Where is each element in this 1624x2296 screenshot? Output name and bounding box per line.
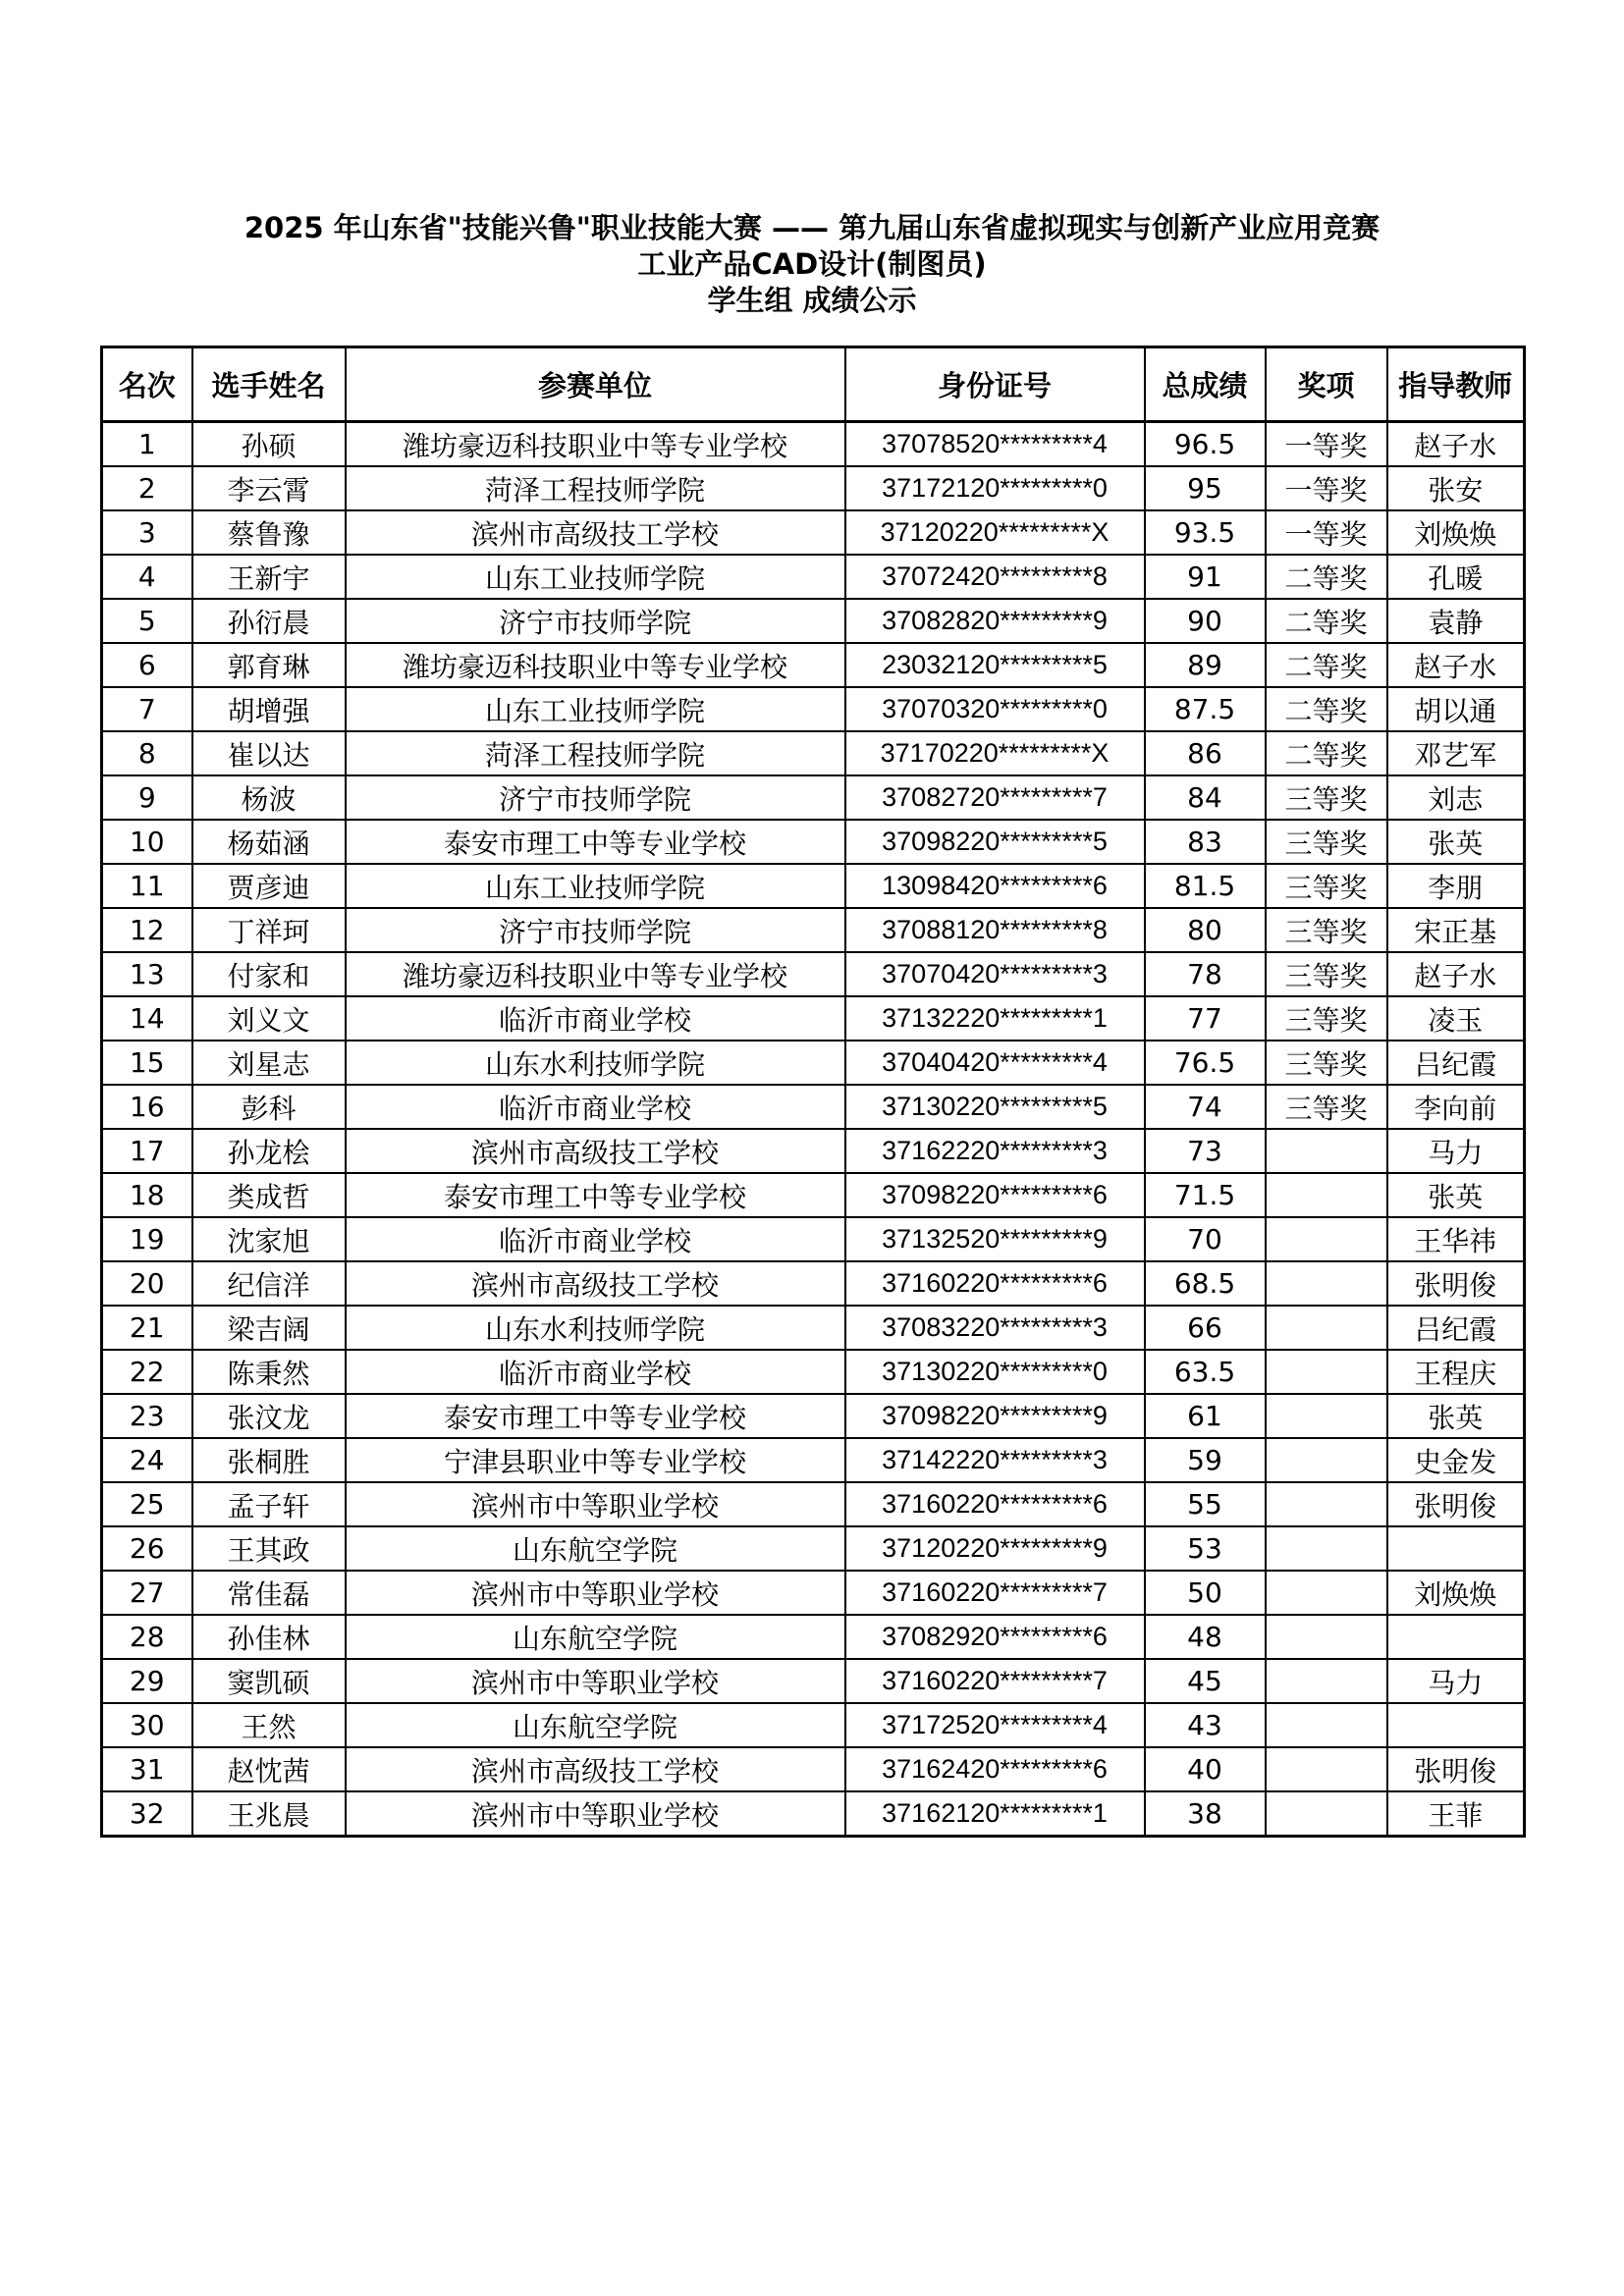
table-row xyxy=(102,1791,1525,1837)
cell-unit: 潍坊豪迈科技职业中等专业学校 xyxy=(346,422,845,467)
cell-rank: 21 xyxy=(102,1306,192,1350)
cell-score: 77 xyxy=(1145,996,1266,1041)
cell-award xyxy=(1266,1526,1387,1571)
header-row xyxy=(102,347,1525,422)
table-row xyxy=(102,422,1525,467)
cell-rank: 1 xyxy=(102,422,192,467)
cell-teacher: 马力 xyxy=(1387,1129,1525,1173)
cell-name: 贾彦迪 xyxy=(192,864,346,908)
cell-rank: 22 xyxy=(102,1350,192,1394)
cell-id: 37170220*********X xyxy=(845,731,1145,775)
cell-name: 孙衍晨 xyxy=(192,599,346,643)
cell-score: 95 xyxy=(1145,466,1266,510)
cell-teacher: 赵子水 xyxy=(1387,422,1525,467)
table-row xyxy=(102,687,1525,731)
cell-id: 37098220*********5 xyxy=(845,820,1145,864)
header-award: 奖项 xyxy=(1266,347,1387,422)
cell-name: 孟子轩 xyxy=(192,1482,346,1526)
cell-name: 王新宇 xyxy=(192,555,346,599)
cell-name: 王兆晨 xyxy=(192,1791,346,1837)
cell-score: 63.5 xyxy=(1145,1350,1266,1394)
cell-rank: 18 xyxy=(102,1173,192,1217)
cell-id: 23032120*********5 xyxy=(845,643,1145,687)
header-unit: 参赛单位 xyxy=(346,347,845,422)
cell-unit: 滨州市高级技工学校 xyxy=(346,1747,845,1791)
cell-name: 孙龙桧 xyxy=(192,1129,346,1173)
cell-unit: 济宁市技师学院 xyxy=(346,599,845,643)
cell-teacher: 张英 xyxy=(1387,820,1525,864)
cell-teacher: 赵子水 xyxy=(1387,952,1525,996)
table-row xyxy=(102,466,1525,510)
cell-id: 37162420*********6 xyxy=(845,1747,1145,1791)
cell-score: 55 xyxy=(1145,1482,1266,1526)
header-rank: 名次 xyxy=(102,347,192,422)
cell-award xyxy=(1266,1615,1387,1659)
cell-unit: 泰安市理工中等专业学校 xyxy=(346,1173,845,1217)
table-row xyxy=(102,1129,1525,1173)
cell-teacher: 王华祎 xyxy=(1387,1217,1525,1261)
cell-name: 杨波 xyxy=(192,775,346,820)
cell-rank: 30 xyxy=(102,1703,192,1747)
cell-name: 梁吉阔 xyxy=(192,1306,346,1350)
cell-rank: 27 xyxy=(102,1571,192,1615)
table-row xyxy=(102,1350,1525,1394)
cell-award xyxy=(1266,1438,1387,1482)
table-row xyxy=(102,599,1525,643)
cell-score: 93.5 xyxy=(1145,510,1266,555)
cell-rank: 12 xyxy=(102,908,192,952)
cell-unit: 山东航空学院 xyxy=(346,1703,845,1747)
table-row xyxy=(102,864,1525,908)
cell-name: 杨茹涵 xyxy=(192,820,346,864)
table-row xyxy=(102,1571,1525,1615)
cell-unit: 临沂市商业学校 xyxy=(346,1085,845,1129)
cell-name: 张桐胜 xyxy=(192,1438,346,1482)
cell-rank: 23 xyxy=(102,1394,192,1438)
table-row xyxy=(102,1526,1525,1571)
cell-teacher xyxy=(1387,1703,1525,1747)
cell-unit: 山东航空学院 xyxy=(346,1526,845,1571)
cell-score: 59 xyxy=(1145,1438,1266,1482)
table-row xyxy=(102,1394,1525,1438)
cell-rank: 2 xyxy=(102,466,192,510)
cell-id: 37160220*********7 xyxy=(845,1571,1145,1615)
cell-id: 37162120*********1 xyxy=(845,1791,1145,1837)
cell-rank: 16 xyxy=(102,1085,192,1129)
header-teacher: 指导教师 xyxy=(1387,347,1525,422)
cell-id: 37070420*********3 xyxy=(845,952,1145,996)
cell-unit: 滨州市中等职业学校 xyxy=(346,1571,845,1615)
cell-unit: 滨州市高级技工学校 xyxy=(346,510,845,555)
cell-score: 87.5 xyxy=(1145,687,1266,731)
results-table xyxy=(100,346,1526,1838)
cell-score: 43 xyxy=(1145,1703,1266,1747)
cell-rank: 9 xyxy=(102,775,192,820)
cell-award: 一等奖 xyxy=(1266,466,1387,510)
cell-id: 37098220*********6 xyxy=(845,1173,1145,1217)
cell-award: 二等奖 xyxy=(1266,687,1387,731)
cell-id: 37098220*********9 xyxy=(845,1394,1145,1438)
cell-award xyxy=(1266,1394,1387,1438)
cell-name: 孙硕 xyxy=(192,422,346,467)
cell-name: 孙佳林 xyxy=(192,1615,346,1659)
cell-id: 37160220*********7 xyxy=(845,1659,1145,1703)
cell-unit: 潍坊豪迈科技职业中等专业学校 xyxy=(346,643,845,687)
cell-teacher: 张安 xyxy=(1387,466,1525,510)
cell-award: 二等奖 xyxy=(1266,555,1387,599)
cell-award: 二等奖 xyxy=(1266,599,1387,643)
table-row xyxy=(102,952,1525,996)
cell-award: 三等奖 xyxy=(1266,1041,1387,1085)
cell-award: 三等奖 xyxy=(1266,908,1387,952)
document-title xyxy=(0,210,1624,319)
cell-score: 81.5 xyxy=(1145,864,1266,908)
cell-award xyxy=(1266,1217,1387,1261)
cell-award xyxy=(1266,1659,1387,1703)
cell-unit: 山东工业技师学院 xyxy=(346,687,845,731)
cell-teacher: 王程庆 xyxy=(1387,1350,1525,1394)
cell-unit: 泰安市理工中等专业学校 xyxy=(346,820,845,864)
table-row xyxy=(102,1085,1525,1129)
table-row xyxy=(102,1482,1525,1526)
cell-score: 53 xyxy=(1145,1526,1266,1571)
cell-id: 37132220*********1 xyxy=(845,996,1145,1041)
cell-id: 37172120*********0 xyxy=(845,466,1145,510)
table-row xyxy=(102,731,1525,775)
cell-rank: 5 xyxy=(102,599,192,643)
cell-unit: 菏泽工程技师学院 xyxy=(346,466,845,510)
cell-rank: 6 xyxy=(102,643,192,687)
cell-rank: 28 xyxy=(102,1615,192,1659)
cell-id: 37088120*********8 xyxy=(845,908,1145,952)
table-row xyxy=(102,1173,1525,1217)
table-row xyxy=(102,775,1525,820)
table-row xyxy=(102,1703,1525,1747)
cell-teacher: 张明俊 xyxy=(1387,1261,1525,1306)
header-name: 选手姓名 xyxy=(192,347,346,422)
cell-id: 37162220*********3 xyxy=(845,1129,1145,1173)
cell-teacher: 张英 xyxy=(1387,1394,1525,1438)
cell-score: 96.5 xyxy=(1145,422,1266,467)
cell-rank: 26 xyxy=(102,1526,192,1571)
title-line-group: 学生组 成绩公示 xyxy=(707,284,917,317)
cell-score: 48 xyxy=(1145,1615,1266,1659)
cell-id: 13098420*********6 xyxy=(845,864,1145,908)
cell-id: 37078520*********4 xyxy=(845,422,1145,467)
cell-name: 丁祥珂 xyxy=(192,908,346,952)
cell-teacher: 凌玉 xyxy=(1387,996,1525,1041)
table-row xyxy=(102,1217,1525,1261)
cell-score: 78 xyxy=(1145,952,1266,996)
cell-name: 纪信洋 xyxy=(192,1261,346,1306)
cell-teacher: 刘志 xyxy=(1387,775,1525,820)
cell-name: 崔以达 xyxy=(192,731,346,775)
cell-award xyxy=(1266,1482,1387,1526)
cell-unit: 滨州市中等职业学校 xyxy=(346,1659,845,1703)
cell-score: 74 xyxy=(1145,1085,1266,1129)
cell-unit: 滨州市中等职业学校 xyxy=(346,1482,845,1526)
cell-award: 二等奖 xyxy=(1266,731,1387,775)
cell-award: 三等奖 xyxy=(1266,864,1387,908)
cell-unit: 临沂市商业学校 xyxy=(346,1350,845,1394)
cell-name: 郭育琳 xyxy=(192,643,346,687)
title-line-event: 工业产品CAD设计(制图员) xyxy=(637,247,987,281)
cell-teacher: 李向前 xyxy=(1387,1085,1525,1129)
cell-score: 38 xyxy=(1145,1791,1266,1837)
cell-name: 彭科 xyxy=(192,1085,346,1129)
table-row xyxy=(102,820,1525,864)
cell-score: 66 xyxy=(1145,1306,1266,1350)
cell-id: 37082720*********7 xyxy=(845,775,1145,820)
cell-award xyxy=(1266,1350,1387,1394)
cell-rank: 11 xyxy=(102,864,192,908)
cell-unit: 宁津县职业中等专业学校 xyxy=(346,1438,845,1482)
cell-unit: 山东水利技师学院 xyxy=(346,1041,845,1085)
cell-rank: 10 xyxy=(102,820,192,864)
table-row xyxy=(102,1659,1525,1703)
cell-rank: 8 xyxy=(102,731,192,775)
cell-unit: 济宁市技师学院 xyxy=(346,775,845,820)
cell-award: 三等奖 xyxy=(1266,1085,1387,1129)
header-score: 总成绩 xyxy=(1145,347,1266,422)
cell-id: 37160220*********6 xyxy=(845,1482,1145,1526)
cell-id: 37040420*********4 xyxy=(845,1041,1145,1085)
header-id: 身份证号 xyxy=(845,347,1145,422)
table-row xyxy=(102,555,1525,599)
cell-teacher: 王菲 xyxy=(1387,1791,1525,1837)
cell-award: 一等奖 xyxy=(1266,510,1387,555)
table-row xyxy=(102,908,1525,952)
cell-award xyxy=(1266,1306,1387,1350)
cell-id: 37083220*********3 xyxy=(845,1306,1145,1350)
cell-award: 一等奖 xyxy=(1266,422,1387,467)
cell-score: 84 xyxy=(1145,775,1266,820)
cell-id: 37120220*********9 xyxy=(845,1526,1145,1571)
cell-score: 91 xyxy=(1145,555,1266,599)
cell-teacher: 张明俊 xyxy=(1387,1482,1525,1526)
cell-unit: 泰安市理工中等专业学校 xyxy=(346,1394,845,1438)
cell-rank: 19 xyxy=(102,1217,192,1261)
cell-unit: 滨州市高级技工学校 xyxy=(346,1129,845,1173)
cell-score: 86 xyxy=(1145,731,1266,775)
cell-rank: 25 xyxy=(102,1482,192,1526)
cell-name: 李云霄 xyxy=(192,466,346,510)
cell-id: 37072420*********8 xyxy=(845,555,1145,599)
cell-award: 三等奖 xyxy=(1266,952,1387,996)
cell-teacher: 张英 xyxy=(1387,1173,1525,1217)
cell-name: 窦凯硕 xyxy=(192,1659,346,1703)
cell-rank: 29 xyxy=(102,1659,192,1703)
title-line-competition: 2025 年山东省"技能兴鲁"职业技能大赛 —— 第九届山东省虚拟现实与创新产业应用竞赛 xyxy=(244,211,1380,244)
cell-teacher: 张明俊 xyxy=(1387,1747,1525,1791)
cell-teacher: 吕纪霞 xyxy=(1387,1306,1525,1350)
cell-score: 71.5 xyxy=(1145,1173,1266,1217)
table-row xyxy=(102,1306,1525,1350)
cell-unit: 潍坊豪迈科技职业中等专业学校 xyxy=(346,952,845,996)
table-row xyxy=(102,1261,1525,1306)
cell-rank: 31 xyxy=(102,1747,192,1791)
cell-unit: 山东航空学院 xyxy=(346,1615,845,1659)
cell-award: 三等奖 xyxy=(1266,820,1387,864)
cell-id: 37070320*********0 xyxy=(845,687,1145,731)
cell-name: 刘义文 xyxy=(192,996,346,1041)
cell-rank: 24 xyxy=(102,1438,192,1482)
cell-rank: 14 xyxy=(102,996,192,1041)
cell-unit: 济宁市技师学院 xyxy=(346,908,845,952)
cell-score: 80 xyxy=(1145,908,1266,952)
cell-teacher xyxy=(1387,1615,1525,1659)
cell-score: 76.5 xyxy=(1145,1041,1266,1085)
table-row xyxy=(102,996,1525,1041)
table-row xyxy=(102,1615,1525,1659)
cell-unit: 山东工业技师学院 xyxy=(346,864,845,908)
cell-id: 37172520*********4 xyxy=(845,1703,1145,1747)
cell-score: 90 xyxy=(1145,599,1266,643)
cell-teacher: 李朋 xyxy=(1387,864,1525,908)
cell-award: 三等奖 xyxy=(1266,996,1387,1041)
cell-unit: 临沂市商业学校 xyxy=(346,996,845,1041)
cell-id: 37130220*********5 xyxy=(845,1085,1145,1129)
cell-award: 二等奖 xyxy=(1266,643,1387,687)
cell-score: 73 xyxy=(1145,1129,1266,1173)
cell-score: 83 xyxy=(1145,820,1266,864)
cell-score: 40 xyxy=(1145,1747,1266,1791)
results-body xyxy=(102,422,1525,1837)
cell-score: 45 xyxy=(1145,1659,1266,1703)
cell-award xyxy=(1266,1129,1387,1173)
cell-unit: 滨州市中等职业学校 xyxy=(346,1791,845,1837)
cell-unit: 菏泽工程技师学院 xyxy=(346,731,845,775)
cell-unit: 山东工业技师学院 xyxy=(346,555,845,599)
cell-id: 37082920*********6 xyxy=(845,1615,1145,1659)
cell-award xyxy=(1266,1791,1387,1837)
cell-name: 陈秉然 xyxy=(192,1350,346,1394)
cell-teacher: 邓艺军 xyxy=(1387,731,1525,775)
cell-name: 赵忱茜 xyxy=(192,1747,346,1791)
cell-name: 胡增强 xyxy=(192,687,346,731)
cell-unit: 滨州市高级技工学校 xyxy=(346,1261,845,1306)
cell-rank: 15 xyxy=(102,1041,192,1085)
cell-teacher: 孔暖 xyxy=(1387,555,1525,599)
cell-name: 张汶龙 xyxy=(192,1394,346,1438)
cell-name: 类成哲 xyxy=(192,1173,346,1217)
cell-id: 37132520*********9 xyxy=(845,1217,1145,1261)
cell-award xyxy=(1266,1571,1387,1615)
cell-name: 沈家旭 xyxy=(192,1217,346,1261)
table-row xyxy=(102,643,1525,687)
cell-name: 蔡鲁豫 xyxy=(192,510,346,555)
cell-rank: 20 xyxy=(102,1261,192,1306)
cell-award xyxy=(1266,1173,1387,1217)
cell-award xyxy=(1266,1261,1387,1306)
cell-name: 付家和 xyxy=(192,952,346,996)
cell-id: 37130220*********0 xyxy=(845,1350,1145,1394)
cell-teacher: 马力 xyxy=(1387,1659,1525,1703)
cell-name: 常佳磊 xyxy=(192,1571,346,1615)
table-row xyxy=(102,1041,1525,1085)
cell-teacher: 胡以通 xyxy=(1387,687,1525,731)
cell-id: 37160220*********6 xyxy=(845,1261,1145,1306)
cell-award xyxy=(1266,1747,1387,1791)
table-row xyxy=(102,1438,1525,1482)
cell-unit: 临沂市商业学校 xyxy=(346,1217,845,1261)
table-row xyxy=(102,510,1525,555)
cell-score: 61 xyxy=(1145,1394,1266,1438)
cell-name: 王然 xyxy=(192,1703,346,1747)
cell-rank: 3 xyxy=(102,510,192,555)
cell-name: 王其政 xyxy=(192,1526,346,1571)
cell-teacher: 赵子水 xyxy=(1387,643,1525,687)
cell-unit: 山东水利技师学院 xyxy=(346,1306,845,1350)
cell-teacher: 史金发 xyxy=(1387,1438,1525,1482)
cell-rank: 17 xyxy=(102,1129,192,1173)
cell-award xyxy=(1266,1703,1387,1747)
cell-teacher: 宋正基 xyxy=(1387,908,1525,952)
cell-teacher: 刘焕焕 xyxy=(1387,510,1525,555)
cell-name: 刘星志 xyxy=(192,1041,346,1085)
cell-score: 68.5 xyxy=(1145,1261,1266,1306)
cell-id: 37142220*********3 xyxy=(845,1438,1145,1482)
table-row xyxy=(102,1747,1525,1791)
cell-rank: 7 xyxy=(102,687,192,731)
cell-score: 70 xyxy=(1145,1217,1266,1261)
cell-rank: 13 xyxy=(102,952,192,996)
cell-award: 三等奖 xyxy=(1266,775,1387,820)
cell-teacher: 袁静 xyxy=(1387,599,1525,643)
cell-rank: 4 xyxy=(102,555,192,599)
cell-score: 50 xyxy=(1145,1571,1266,1615)
cell-score: 89 xyxy=(1145,643,1266,687)
cell-teacher xyxy=(1387,1526,1525,1571)
cell-rank: 32 xyxy=(102,1791,192,1837)
cell-teacher: 吕纪霞 xyxy=(1387,1041,1525,1085)
cell-id: 37082820*********9 xyxy=(845,599,1145,643)
cell-id: 37120220*********X xyxy=(845,510,1145,555)
cell-teacher: 刘焕焕 xyxy=(1387,1571,1525,1615)
